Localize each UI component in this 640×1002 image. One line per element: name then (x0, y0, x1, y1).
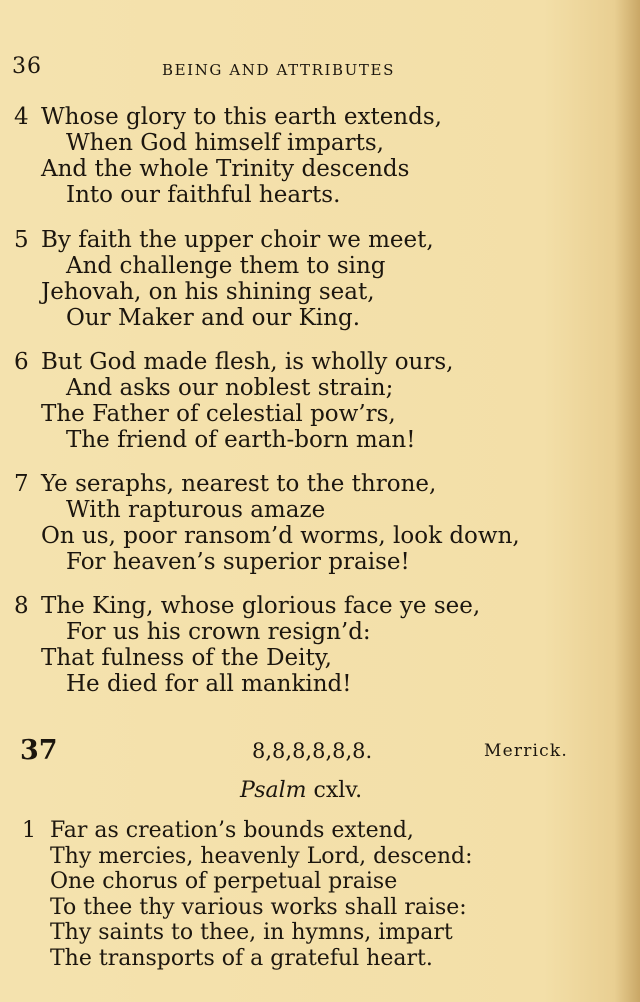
hymn-37-stanza-1 (14, 818, 594, 971)
verse-line: He died for all mankind! (66, 671, 352, 697)
verse-line: To thee thy various works shall raise: (50, 894, 467, 920)
stanza-6 (14, 349, 594, 453)
verse-line: One chorus of perpetual praise (50, 869, 398, 894)
psalm-number: cxlv. (313, 778, 363, 803)
verse-line: For us his crown resign’d: (66, 619, 371, 645)
verse-line: And the whole Trinity descends (41, 156, 410, 182)
verse-line: By faith the upper choir we meet, (41, 227, 434, 253)
verse-line: And challenge them to sing (66, 253, 386, 279)
stanza-number: 4 (14, 104, 29, 130)
page-number: 36 (12, 54, 42, 79)
psalm-word: Psalm (240, 778, 307, 803)
hymn-tune: Merrick. (484, 741, 568, 761)
stanza-number: 5 (14, 227, 29, 253)
verse-line: For heaven’s superior praise! (66, 549, 410, 575)
verse-line: With rapturous amaze (66, 497, 326, 523)
verse-line: Thy mercies, heavenly Lord, descend: (50, 843, 473, 869)
stanza-4 (14, 104, 594, 208)
verse-line: When God himself imparts, (66, 130, 384, 156)
stanza-7 (14, 471, 594, 575)
stanza-number: 6 (14, 349, 29, 375)
verse-line: The transports of a grateful heart. (50, 945, 433, 971)
verse-line: The King, whose glorious face ye see, (41, 593, 481, 619)
hymn-meter: 8,8,8,8,8,8. (252, 739, 373, 763)
verse-line: And asks our noblest strain; (66, 375, 394, 401)
psalm-reference (240, 778, 362, 803)
verse-line: Ye seraphs, nearest to the throne, (41, 471, 437, 497)
stanza-5 (14, 227, 594, 331)
hymn-heading (20, 735, 600, 775)
verse-line: On us, poor ransom’d worms, look down, (41, 523, 520, 549)
stanza-number: 8 (14, 593, 29, 619)
stanza-number: 7 (14, 471, 29, 497)
verse-line: Far as creation’s bounds extend, (50, 818, 414, 843)
page-header (12, 54, 612, 84)
verse-line: Jehovah, on his shining seat, (41, 279, 375, 305)
verse-line: Into our faithful hearts. (66, 182, 341, 208)
running-head: BEING AND ATTRIBUTES (162, 61, 395, 79)
verse-line: The Father of celestial pow’rs, (41, 401, 396, 427)
verse-line: Whose glory to this earth extends, (41, 104, 442, 130)
verse-line: Thy saints to thee, in hymns, impart (50, 920, 453, 945)
verse-line: That fulness of the Deity, (41, 645, 332, 671)
verse-line: Our Maker and our King. (66, 305, 361, 331)
verse-line: The friend of earth-born man! (66, 427, 416, 453)
verse-line: But God made flesh, is wholly ours, (41, 349, 454, 375)
stanza-8 (14, 593, 594, 697)
stanza-number: 1 (22, 818, 36, 843)
hymn-number: 37 (20, 735, 58, 766)
